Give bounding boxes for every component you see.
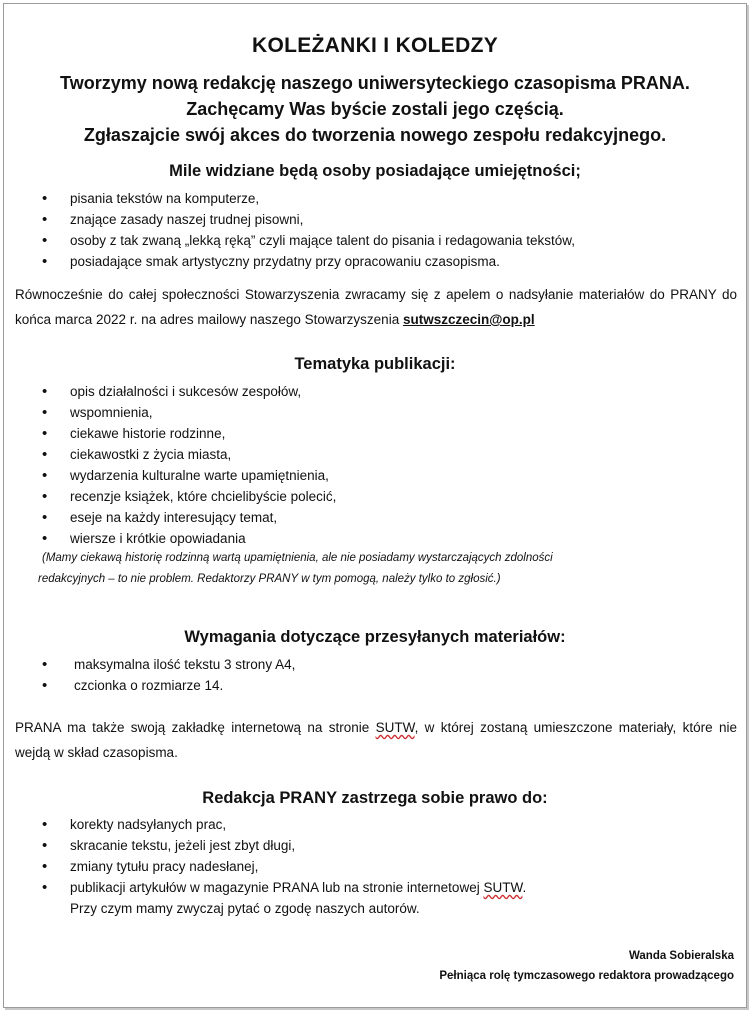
appeal-text: Równocześnie do całej społeczności Stowarzyszenia zwracamy się z apelem o nadsyłanie materiałów do PRANY do końca marca 2022 r. na adres mailowy naszego Stowarzyszenia <box>15 287 737 327</box>
list-item: • osoby z tak zwaną „lekką ręką” czyli mające talent do pisania i redagowania tekstów, <box>42 230 575 251</box>
sutw-word: SUTW <box>483 880 523 895</box>
website-text: PRANA ma także swoją zakładkę internetową na stronie <box>15 720 376 735</box>
list-item-text: . <box>522 880 527 895</box>
list-item: • wspomnienia, <box>42 402 336 423</box>
list-item: • maksymalna ilość tekstu 3 strony A4, <box>42 654 295 675</box>
skills-heading: Mile widziane będą osoby posiadające umiejętności; <box>169 162 581 180</box>
list-item: • recenzje książek, które chcielibyście polecić, <box>42 486 336 507</box>
list-item: • wiersze i krótkie opowiadania <box>42 528 336 549</box>
email-link[interactable]: sutwszczecin@op.pl <box>402 312 535 327</box>
requirements-heading: Wymagania dotyczące przesyłanych materiałów: <box>184 628 566 646</box>
list-item-text: publikacji artykułów w magazynie PRANA lub na stronie internetowej <box>70 880 484 895</box>
list-item: • posiadające smak artystyczny przydatny przy opracowaniu czasopisma. <box>42 251 575 272</box>
list-item: • ciekawe historie rodzinne, <box>42 423 336 444</box>
rights-heading: Redakcja PRANY zastrzega sobie prawo do: <box>202 789 548 807</box>
sutw-word: SUTW <box>375 720 415 735</box>
page-title: KOLEŻANKI I KOLEDZY <box>251 34 499 57</box>
intro-line: Zachęcamy Was byście zostali jego częścią. <box>186 99 564 119</box>
list-item: • korekty nadsyłanych prac, <box>42 814 526 835</box>
signature-name: Wanda Sobieralska <box>628 950 734 962</box>
list-item: • eseje na każdy interesujący temat, <box>42 507 336 528</box>
website-text: , w której zostaną umieszczone materiały, które nie wejdą w skład czasopisma. <box>15 720 737 760</box>
list-item: • wydarzenia kulturalne warte upamiętnienia, <box>42 465 336 486</box>
intro-text <box>4 70 746 148</box>
requirements-list <box>42 654 295 696</box>
list-item: • czcionka o rozmiarze 14. <box>42 675 295 696</box>
list-item: • opis działalności i sukcesów zespołów, <box>42 381 336 402</box>
website-paragraph <box>15 715 737 765</box>
list-item: • zmiany tytułu pracy nadesłanej, <box>42 856 526 877</box>
topics-list <box>42 381 336 549</box>
list-item <box>42 877 526 898</box>
list-item: • ciekawostki z życia miasta, <box>42 444 336 465</box>
signature-role: Pełniąca rolę tymczasowego redaktora prowadzącego <box>439 970 734 982</box>
intro-line: Zgłaszajcie swój akces do tworzenia nowego zespołu redakcyjnego. <box>83 125 667 145</box>
note-line: redakcyjnych – to nie problem. Redaktorzy PRANY w tym pomogą, należy tylko to zgłosić.) <box>38 573 501 585</box>
note-line: (Mamy ciekawą historię rodzinną wartą upamiętnienia, ale nie posiadamy wystarczających zdolności <box>42 552 553 564</box>
skills-list <box>42 188 575 272</box>
rights-footnote: Przy czym mamy zwyczaj pytać o zgodę naszych autorów. <box>70 901 420 916</box>
list-item: • znające zasady naszej trudnej pisowni, <box>42 209 575 230</box>
list-item: • pisania tekstów na komputerze, <box>42 188 575 209</box>
topics-heading: Tematyka publikacji: <box>294 355 456 373</box>
appeal-paragraph <box>15 282 737 332</box>
topics-note <box>38 548 722 590</box>
rights-list <box>42 814 526 898</box>
intro-line: Tworzymy nową redakcję naszego uniwersyteckiego czasopisma PRANA. <box>60 73 690 93</box>
document-page <box>3 3 747 1008</box>
list-item: • skracanie tekstu, jeżeli jest zbyt długi, <box>42 835 526 856</box>
